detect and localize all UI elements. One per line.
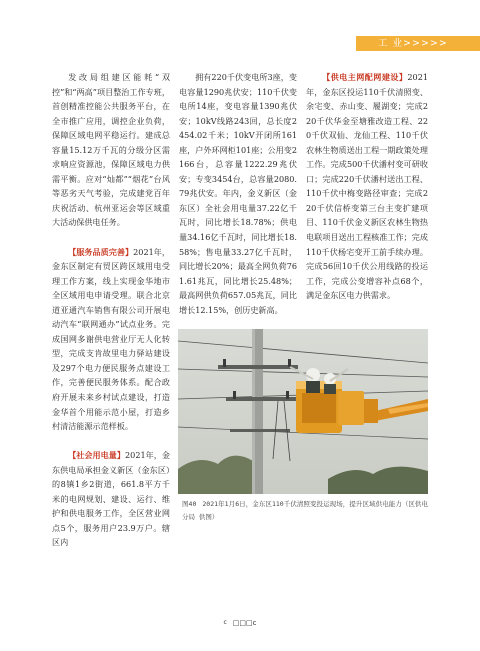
figure-caption (182, 498, 428, 524)
page-footer (0, 618, 480, 628)
photo-illustration (178, 329, 428, 494)
section-body-grid-construction: 2021年，金东区投运110千伏清照变、余宅变、赤山变、履湖变；完成220千伏华金至塘雅改造工程、220千伏双仙、龙仙工程、110千伏农林生物质送出工程一期政策处理工作。完成500千伏潘村变可研收口；完成220千伏潘村送出工程、110千伏中梅变路径审查；完成220千伏信桥变第三台主变扩建项目、110千伏金义新区农林生物热电联项目送出工程核准工作；完成110千伏杨宅变开工前手续办理。完成56回10千伏公用线路的投运工作，完成公变增容补点68个，满足金东区电力供需求。 (306, 72, 428, 301)
text-column-2 (179, 70, 297, 317)
paragraph-grid-statistics: 拥有220千伏变电所3座，变电容量1290兆伏安；110千伏变电所14座，变电容量1390兆伏安；10kV线路243回，总长度2454.02千米；10kV开闭所161座，户外环网柜101座；公用变2166台，总容量1222.29兆伏安；专变3454台，总容量2080.79兆伏安。年内，金义新区（金东区）全社会用电量37.22亿千瓦时，同比增长18.78%；供电量34.16亿千瓦时，同比增长18.58%；售电量33.27亿千瓦时，同比增长20%；最高全网负荷761.61兆瓦，同比增长25.48%；最高网供负荷657.05兆瓦，同比增长12.15%，创历史新高。 (179, 72, 297, 315)
figure-caption-text: 2021年1月6日，金东区110千伏清照变投运现场，提升区域供电能力（区供电分局 供图） (182, 500, 428, 521)
figure-number: 图40 (182, 500, 197, 508)
section-label: 工 业>>>>> (378, 38, 448, 49)
paragraph-electricity-consumption (52, 448, 170, 550)
paragraph-service-quality (52, 245, 170, 434)
section-heading-grid-construction: 【供电主网配网建设】 (322, 72, 408, 82)
text-column-3 (306, 70, 428, 303)
paragraph-energy-control: 发改局组建区能耗“双控”和“两高”项目整治工作专班，首创精准控能公共服务平台，在全市推广应用，调控企业负荷，保障区域电网平稳运行。建成总容量15.12万千瓦的分级分区需求响应资源池，保障区域电力供需平衡。应对“灿都”“烟花”台风等恶劣天气考验，完成建党百年庆祝活动、杭州亚运会等区域重大活动保供电任务。 (52, 72, 170, 228)
section-heading-electricity-consumption: 【社会用电量】 (68, 450, 126, 461)
section-body-service-quality: 2021年，金东区制定有贸区跨区域用电受理工作方案，线上实现金华地市全区域用电申请受理。联合北京道亚通汽车销售有限公司开展电动汽车“联网通办”试点业务。完成国网多谢供电营业厅无人化转型，完成支肯故里电力驿站建设及297个电力便民服务点建设工作，完善便民服务体系。配合政府开展未来乡村试点建设，打造金华首个用能示范小屋，打造乡村清洁能源示范样板。 (52, 246, 170, 432)
figure-photo-substation-work (178, 329, 428, 494)
paragraph-grid-construction (306, 70, 428, 303)
footer-marker: c (223, 619, 227, 626)
footer-text: □□□c (232, 619, 257, 627)
section-heading-service-quality: 【服务品质完善】 (68, 246, 134, 257)
text-column-1 (52, 70, 170, 550)
section-body-electricity-consumption: 2021年，金东供电局承担金义新区（金东区）的8镇1乡2街道，661.8平方千米的电网规划、建设、运行、维护和供电服务工作，全区营业网点5个，服务用户23.9万户。辖区内 (52, 450, 170, 548)
